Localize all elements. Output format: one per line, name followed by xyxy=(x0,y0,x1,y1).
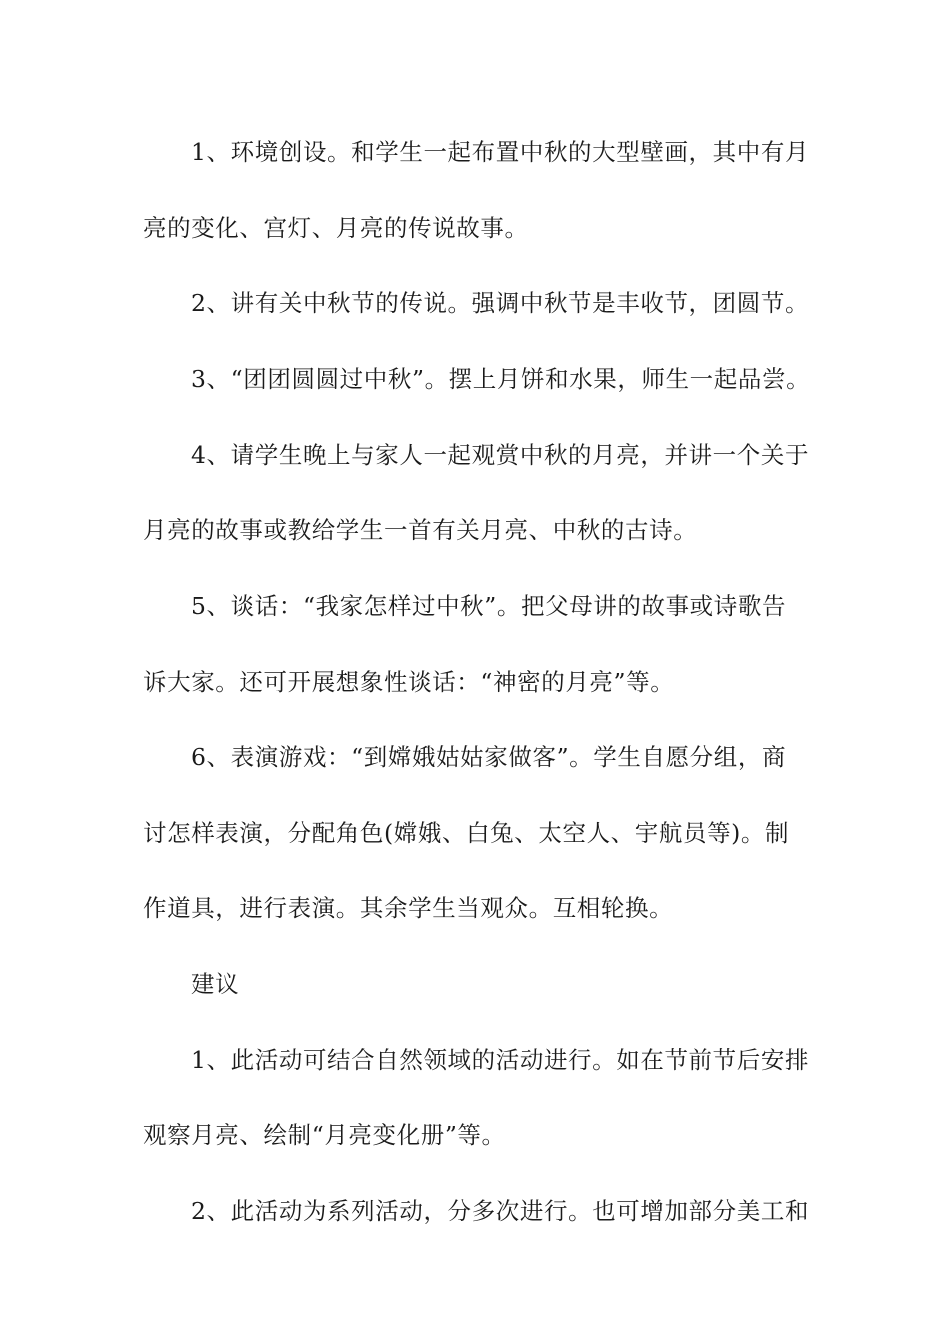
section-heading: 建议 xyxy=(191,970,240,998)
text-line: 观察月亮、绘制“月亮变化册”等。 xyxy=(143,1121,506,1149)
text-line: 2、讲有关中秋节的传说。强调中秋节是丰收节，团圆节。 xyxy=(191,289,810,317)
text-line: 2、此活动为系列活动，分多次进行。也可增加部分美工和 xyxy=(191,1197,810,1225)
text-line: 诉大家。还可开展想象性谈话：“神密的月亮”等。 xyxy=(143,668,675,696)
text-line: 1、此活动可结合自然领域的活动进行。如在节前节后安排 xyxy=(191,1046,810,1074)
text-line: 6、表演游戏：“到嫦娥姑姑家做客”。学生自愿分组，商 xyxy=(191,743,787,771)
text-line: 5、谈话：“我家怎样过中秋”。把父母讲的故事或诗歌告 xyxy=(191,592,787,620)
text-line: 月亮的故事或教给学生一首有关月亮、中秋的古诗。 xyxy=(143,516,698,544)
text-line: 亮的变化、宫灯、月亮的传说故事。 xyxy=(143,214,529,242)
text-line: 讨怎样表演，分配角色(嫦娥、白兔、太空人、宇航员等)。制 xyxy=(143,819,790,847)
text-line: 4、请学生晚上与家人一起观赏中秋的月亮，并讲一个关于 xyxy=(191,441,810,469)
text-line: 1、环境创设。和学生一起布置中秋的大型壁画，其中有月 xyxy=(191,138,810,166)
text-line: 作道具，进行表演。其余学生当观众。互相轮换。 xyxy=(143,894,674,922)
text-line: 3、“团团圆圆过中秋”。摆上月饼和水果，师生一起品尝。 xyxy=(191,365,811,393)
